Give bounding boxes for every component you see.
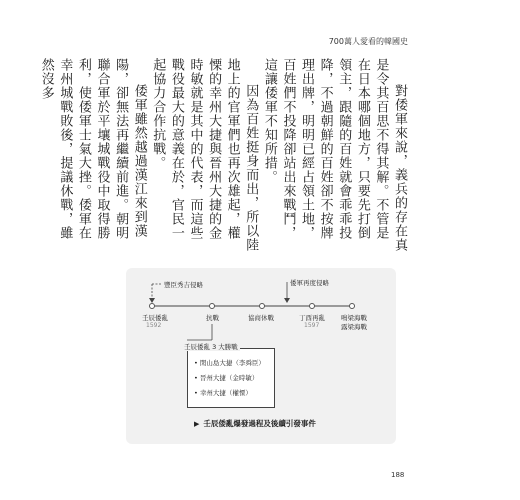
top-label-reinvasion: 倭軍再度侵略 (290, 279, 329, 287)
timeline-dot (259, 303, 265, 309)
timeline-dot (349, 303, 355, 309)
timeline-diagram (126, 268, 396, 444)
paragraph: 對倭軍來說，義兵的存在真是令其百思不得其解。不管是在日本哪個地方，只要先打倒領主，跟隨的百姓就會乖乖投降，不過朝鮮的百姓卻不按牌理出牌，明明已經占領土地，百姓們不投降卻站出來戰鬥，這讓倭軍不知所措。 (261, 58, 407, 252)
figure-caption: ▶ 壬辰倭亂爆發過程及後續引發事件 (194, 419, 316, 428)
battle-item: • 閑山島大捷（李舜臣） (194, 359, 265, 367)
top-label-invasion: 豐臣秀吉侵略 (164, 281, 203, 289)
timeline-dot (149, 303, 155, 309)
event-resistance: 抗戰 (206, 314, 219, 322)
paragraph: 倭軍雖然越過漢江來到漢陽，卻無法再繼續前進。朝明聯合軍於平壤城戰役中取得勝利，使倭軍士氣大挫。倭軍在幸州城戰敗後，提議休戰，雖然沒多 (38, 58, 147, 240)
timeline-dot (309, 303, 315, 309)
victories-title: 壬辰倭亂 3 大勝戰 (184, 343, 238, 351)
event-year: 1597 (304, 322, 320, 329)
event-imjin-war: 壬辰倭亂 (142, 314, 168, 322)
timeline-dot (209, 303, 215, 309)
page-number: 188 (391, 471, 405, 479)
event-year: 1592 (146, 322, 162, 329)
body-text (36, 58, 408, 253)
event-noryang: 露梁海戰 (341, 323, 367, 331)
triangle-right-icon: ▶ (194, 420, 200, 428)
event-jeongyu-war: 丁酉再亂 (299, 314, 325, 322)
event-truce: 協商休戰 (248, 314, 274, 322)
battle-item: • 晉州大捷（金時敏） (194, 374, 259, 382)
paragraph: 因為百姓挺身而出，所以陸地上的官軍們也再次雄起，權慄的幸州大捷與晉州大捷的金時敏就是其中的代表，而這些戰役最大的意義在於，官民一起協力合作抗戰。 (150, 58, 259, 252)
battle-item: • 幸州大捷（權慄） (194, 389, 252, 397)
page-header: 700萬人愛看的韓國史 (328, 37, 408, 46)
victories-box (187, 348, 275, 408)
event-myeongnyang: 鳴梁海戰 (341, 314, 367, 322)
